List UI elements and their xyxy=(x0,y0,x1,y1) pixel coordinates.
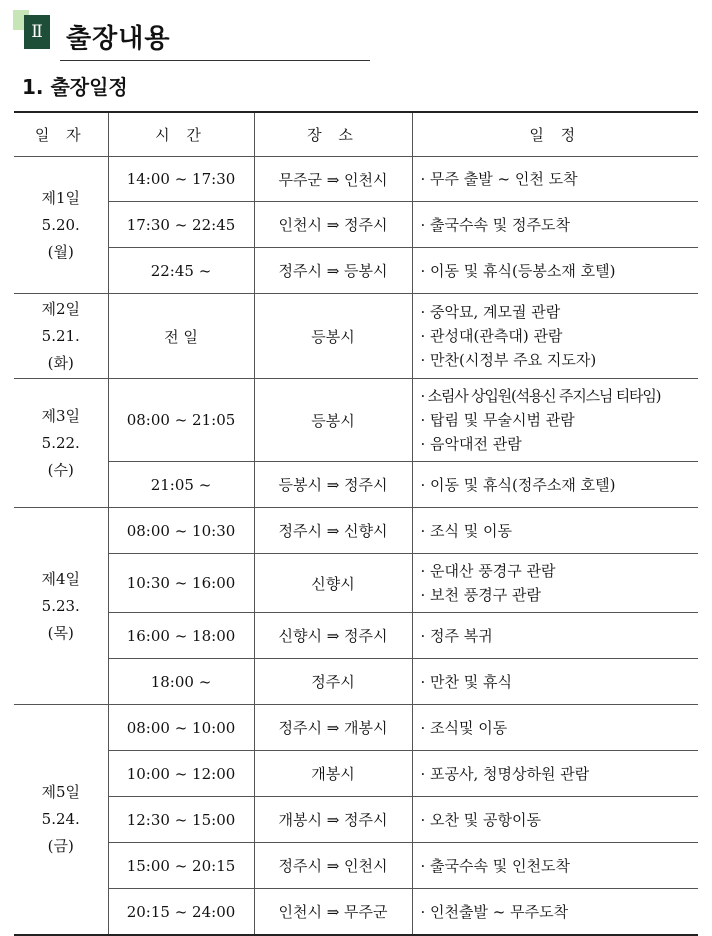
time-cell: 08:00 ~ 10:30 xyxy=(108,508,254,554)
plan-line: · 조식 및 이동 xyxy=(420,521,513,540)
plan-cell xyxy=(412,462,698,508)
place-cell: 정주시 ⇒ 인천시 xyxy=(254,843,412,889)
plan-line: · 운대산 풍경구 관람 xyxy=(420,562,556,580)
time-cell: 08:00 ~ 21:05 xyxy=(108,379,254,462)
plan-line: · 이동 및 휴식(정주소재 호텔) xyxy=(420,475,616,494)
day-number: 제3일 xyxy=(41,406,81,425)
plan-line: · 정주 복귀 xyxy=(420,626,493,645)
plan-line: · 포공사, 청명상하원 관람 xyxy=(420,764,590,783)
day-date: 5.24. xyxy=(41,810,80,828)
place-cell: 등봉시 ⇒ 정주시 xyxy=(254,462,412,508)
time-cell: 20:15 ~ 24:00 xyxy=(108,889,254,936)
time-cell: 22:45 ~ xyxy=(108,248,254,294)
plan-line: · 소림사 상입원(석용신 주지스님 티타임) xyxy=(420,387,661,405)
time-cell: 17:30 ~ 22:45 xyxy=(108,202,254,248)
plan-cell xyxy=(412,379,698,462)
table-row xyxy=(14,554,698,613)
time-cell: 12:30 ~ 15:00 xyxy=(108,797,254,843)
place-cell: 등봉시 xyxy=(254,379,412,462)
day-cell xyxy=(14,705,108,936)
table-row xyxy=(14,797,698,843)
table-row xyxy=(14,379,698,462)
plan-cell xyxy=(412,613,698,659)
section-number: Ⅱ xyxy=(24,15,50,49)
plan-line: · 만찬 및 휴식 xyxy=(420,672,513,691)
table-row xyxy=(14,843,698,889)
day-date: 5.20. xyxy=(41,215,80,234)
day-cell xyxy=(14,157,108,294)
day-date: 5.21. xyxy=(41,326,80,345)
day-number: 제1일 xyxy=(41,188,81,207)
time-cell: 08:00 ~ 10:00 xyxy=(108,705,254,751)
plan-cell xyxy=(412,202,698,248)
day-date: 5.23. xyxy=(41,596,80,615)
place-cell: 정주시 ⇒ 등봉시 xyxy=(254,248,412,294)
time-cell: 14:00 ~ 17:30 xyxy=(108,157,254,202)
plan-cell xyxy=(412,659,698,705)
place-cell: 개봉시 ⇒ 정주시 xyxy=(254,797,412,843)
plan-cell xyxy=(412,889,698,936)
place-cell: 개봉시 xyxy=(254,751,412,797)
table-row xyxy=(14,751,698,797)
table-row xyxy=(14,202,698,248)
plan-cell xyxy=(412,797,698,843)
table-row xyxy=(14,294,698,379)
table-row xyxy=(14,613,698,659)
section-header xyxy=(0,0,712,62)
day-weekday: (금) xyxy=(47,837,74,855)
place-cell: 정주시 ⇒ 신향시 xyxy=(254,508,412,554)
time-cell: 전 일 xyxy=(108,294,254,379)
day-cell xyxy=(14,294,108,379)
table-row xyxy=(14,889,698,936)
time-cell: 10:00 ~ 12:00 xyxy=(108,751,254,797)
plan-cell xyxy=(412,843,698,889)
day-weekday: (목) xyxy=(47,623,74,642)
day-cell xyxy=(14,508,108,705)
table-row xyxy=(14,157,698,202)
day-weekday: (화) xyxy=(47,353,74,372)
section-title: 출장내용 xyxy=(66,24,171,54)
day-weekday: (수) xyxy=(47,460,74,479)
plan-line: · 중악묘, 계모궐 관람 xyxy=(420,303,561,321)
day-weekday: (월) xyxy=(47,242,74,261)
place-cell: 정주시 ⇒ 개봉시 xyxy=(254,705,412,751)
plan-line: · 탑림 및 무술시범 관람 xyxy=(420,411,575,429)
table-header-row xyxy=(14,112,698,157)
plan-line: · 조식및 이동 xyxy=(420,718,508,737)
table-row xyxy=(14,248,698,294)
table-row xyxy=(14,508,698,554)
plan-cell xyxy=(412,508,698,554)
plan-cell xyxy=(412,294,698,379)
plan-line: · 관성대(관측대) 관람 xyxy=(420,327,563,345)
header-time: 시 간 xyxy=(108,112,254,157)
plan-line: · 음악대전 관람 xyxy=(420,435,522,453)
place-cell: 신향시 xyxy=(254,554,412,613)
plan-line: · 인천출발 ~ 무주도착 xyxy=(420,902,569,921)
day-number: 제5일 xyxy=(41,783,81,801)
section-title-underline xyxy=(60,60,370,61)
place-cell: 정주시 xyxy=(254,659,412,705)
time-cell: 10:30 ~ 16:00 xyxy=(108,554,254,613)
plan-cell xyxy=(412,554,698,613)
plan-line: · 출국수속 및 정주도착 xyxy=(420,215,570,234)
day-date: 5.22. xyxy=(41,433,80,452)
subsection-title: 1. 출장일정 xyxy=(22,75,128,99)
time-cell: 15:00 ~ 20:15 xyxy=(108,843,254,889)
schedule-table xyxy=(14,111,698,936)
plan-line: · 오찬 및 공항이동 xyxy=(420,810,542,829)
plan-line: · 출국수속 및 인천도착 xyxy=(420,856,570,875)
time-cell: 21:05 ~ xyxy=(108,462,254,508)
header-date: 일 자 xyxy=(14,112,108,157)
table-row xyxy=(14,705,698,751)
time-cell: 16:00 ~ 18:00 xyxy=(108,613,254,659)
place-cell: 인천시 ⇒ 무주군 xyxy=(254,889,412,936)
plan-line: · 보천 풍경구 관람 xyxy=(420,586,542,604)
day-cell xyxy=(14,379,108,508)
plan-line: · 이동 및 휴식(등봉소재 호텔) xyxy=(420,261,616,280)
place-cell: 무주군 ⇒ 인천시 xyxy=(254,157,412,202)
place-cell: 인천시 ⇒ 정주시 xyxy=(254,202,412,248)
plan-line: · 무주 출발 ~ 인천 도착 xyxy=(420,170,578,188)
plan-cell xyxy=(412,248,698,294)
place-cell: 신향시 ⇒ 정주시 xyxy=(254,613,412,659)
place-cell: 등봉시 xyxy=(254,294,412,379)
plan-cell xyxy=(412,751,698,797)
plan-cell xyxy=(412,157,698,202)
plan-line: · 만찬(시정부 주요 지도자) xyxy=(420,351,597,369)
table-row xyxy=(14,659,698,705)
day-number: 제2일 xyxy=(41,299,81,318)
plan-cell xyxy=(412,705,698,751)
day-number: 제4일 xyxy=(41,569,81,588)
table-row xyxy=(14,462,698,508)
header-place: 장 소 xyxy=(254,112,412,157)
header-schedule: 일 정 xyxy=(412,112,698,157)
time-cell: 18:00 ~ xyxy=(108,659,254,705)
